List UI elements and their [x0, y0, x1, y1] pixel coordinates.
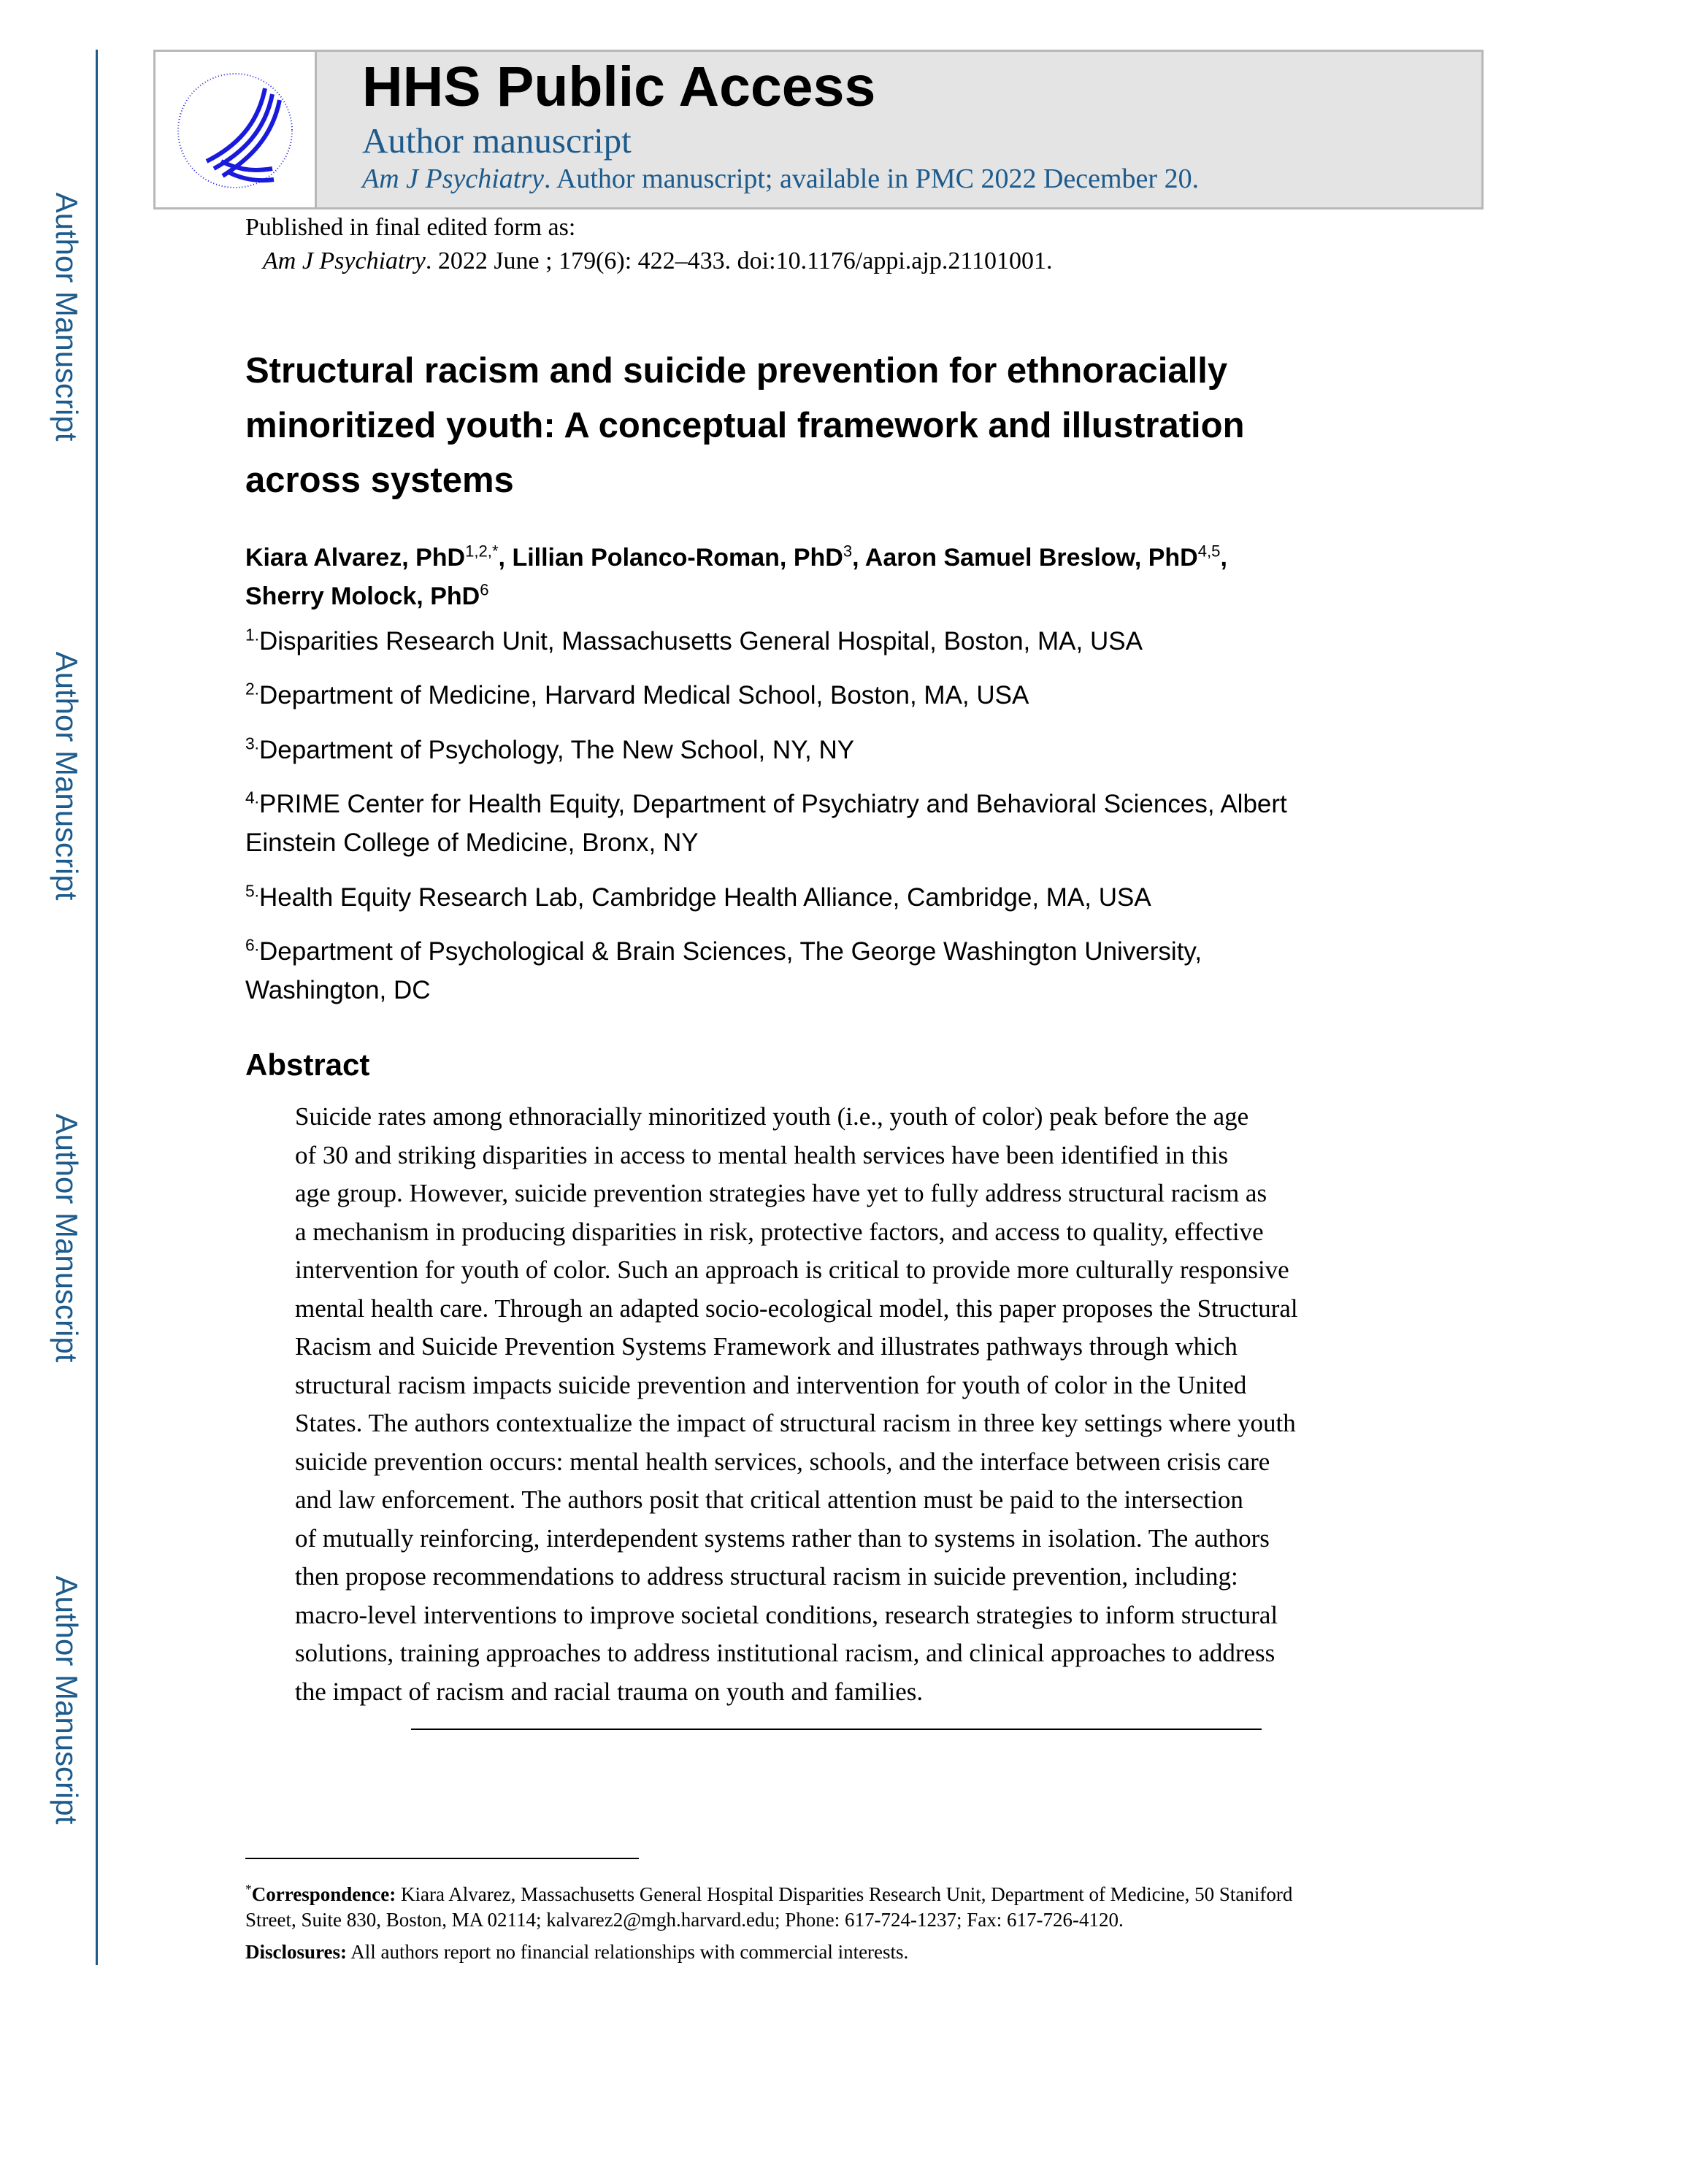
header-title: HHS Public Access: [362, 55, 876, 118]
authors-line: [245, 582, 489, 611]
affiliation-num: 2.: [245, 679, 259, 699]
abstract-line: intervention for youth of color. Such an approach is critical to provide more culturally responsive: [295, 1256, 1289, 1284]
affiliation-text: Disparities Research Unit, Massachusetts General Hospital, Boston, MA, USA: [258, 627, 1143, 655]
abstract-line: of 30 and striking disparities in access to mental health services have been identified in this: [295, 1140, 1229, 1169]
article-title-line: Structural racism and suicide prevention for ethnoracially: [245, 351, 1228, 391]
abstract-line: of mutually reinforcing, interdependent systems rather than to systems in isolation. The authors: [295, 1523, 1270, 1553]
abstract-line: age group. However, suicide prevention strategies have yet to fully address structural racism as: [295, 1179, 1267, 1207]
correspondence-text-continued: Street, Suite 830, Boston, MA 02114; kalvarez2@mgh.harvard.edu; Phone: 617-724-1237; Fax: 617-726-4120.: [245, 1909, 1124, 1931]
availability-text: . Author manuscript; available in PMC 2022 December 20.: [544, 164, 1200, 194]
abstract-divider: [411, 1729, 1262, 1730]
affiliation-num: 3.: [245, 734, 259, 753]
abstract-line: Racism and Suicide Prevention Systems Framework and illustrates pathways through which: [295, 1332, 1238, 1361]
abstract-line: then propose recommendations to address structural racism in suicide prevention, including:: [295, 1562, 1238, 1591]
hhs-eagle-icon: [156, 52, 315, 207]
affiliation-text: Department of Psychological & Brain Sciences, The George Washington University,: [258, 937, 1202, 966]
header-availability: [362, 163, 1199, 195]
affiliation-continued: Einstein College of Medicine, Bronx, NY: [245, 828, 699, 857]
hhs-logo: [156, 52, 317, 207]
affiliation: [245, 681, 1029, 710]
header-subtitle: Author manuscript: [362, 120, 632, 161]
affiliation: [245, 790, 1287, 819]
published-label: Published in final edited form as:: [245, 214, 576, 241]
abstract-heading: Abstract: [245, 1047, 370, 1082]
author-sup: 1,2,*: [465, 542, 499, 561]
affiliation-text: Department of Medicine, Harvard Medical School, Boston, MA, USA: [258, 681, 1029, 710]
author-name: Kiara Alvarez, PhD: [245, 544, 466, 572]
affiliation: [245, 627, 1143, 656]
abstract-line: suicide prevention occurs: mental health services, schools, and the interface between crisis care: [295, 1447, 1270, 1476]
authors-line: Kiara Alvarez, PhD$^{1,2,*}$, Lillian Polanco-Roman, PhD$^3$, Aaron Samuel Breslow, PhD$^{4,5}$,: [245, 542, 1227, 572]
author-sup: 6: [480, 580, 489, 599]
side-label: Author Manuscript: [50, 1575, 84, 1825]
author-sup: 4,5: [1197, 542, 1221, 561]
abstract-line: and law enforcement. The authors posit that critical attention must be paid to the intersection: [295, 1485, 1243, 1514]
abstract-line: the impact of racism and racial trauma on youth and families.: [295, 1677, 924, 1706]
article-title-line: across systems: [245, 461, 514, 500]
affiliation-text: PRIME Center for Health Equity, Department of Psychiatry and Behavioral Sciences, Albert: [258, 790, 1287, 818]
author-name: Aaron Samuel Breslow, PhD: [864, 544, 1198, 572]
abstract-line: structural racism impacts suicide prevention and intervention for youth of color in the United: [295, 1370, 1247, 1399]
disclosures-label: Disclosures:: [245, 1941, 347, 1963]
affiliation-num: 1.: [245, 625, 259, 645]
abstract-line: mental health care. Through an adapted socio-ecological model, this paper proposes the Structural: [295, 1293, 1298, 1323]
affiliation-num: 5.: [245, 881, 259, 901]
affiliation-num: 4.: [245, 788, 259, 807]
disclosures-text: All authors report no financial relationships with commercial interests.: [347, 1941, 909, 1963]
journal-name: Am J Psychiatry: [362, 164, 545, 194]
abstract-line: States. The authors contextualize the impact of structural racism in three key settings where youth: [295, 1409, 1296, 1437]
correspondence-label: Correspondence:: [251, 1883, 396, 1905]
citation-text: . 2022 June ; 179(6): 422–433. doi:10.1176/appi.ajp.21101001.: [425, 247, 1053, 274]
sidebar-rule: [96, 50, 98, 1965]
header-banner: [153, 50, 1484, 209]
side-label: Author Manuscript: [50, 651, 84, 901]
published-citation: [263, 247, 1053, 275]
affiliation: [245, 937, 1202, 966]
affiliation-text: Health Equity Research Lab, Cambridge Health Alliance, Cambridge, MA, USA: [258, 883, 1151, 912]
correspondence-footnote: [245, 1883, 1292, 1906]
footnote-star: *: [245, 1882, 252, 1896]
author-name: Lillian Polanco-Roman, PhD: [512, 544, 843, 572]
side-label: Author Manuscript: [50, 192, 84, 442]
abstract-line: Suicide rates among ethnoracially minoritized youth (i.e., youth of color) peak before the age: [295, 1102, 1249, 1131]
disclosures-footnote: [245, 1941, 908, 1964]
affiliation: [245, 883, 1151, 912]
affiliation: [245, 736, 854, 765]
correspondence-text: Kiara Alvarez, Massachusetts General Hospital Disparities Research Unit, Department of Medicine, 50 Staniford: [396, 1883, 1293, 1905]
affiliation-text: Department of Psychology, The New School, NY, NY: [258, 736, 855, 764]
author-sup: 3: [843, 542, 853, 561]
author-name: Sherry Molock, PhD: [245, 582, 480, 610]
abstract-line: a mechanism in producing disparities in risk, protective factors, and access to quality, effective: [295, 1217, 1264, 1246]
affiliation-continued: Washington, DC: [245, 976, 431, 1004]
abstract-line: macro-level interventions to improve societal conditions, research strategies to inform structural: [295, 1600, 1278, 1629]
affiliation-num: 6.: [245, 935, 259, 955]
abstract-line: solutions, training approaches to address institutional racism, and clinical approaches to address: [295, 1639, 1275, 1667]
side-label: Author Manuscript: [50, 1113, 84, 1363]
journal-name: Am J Psychiatry: [263, 247, 426, 274]
article-title-line: minoritized youth: A conceptual framework and illustration: [245, 406, 1245, 445]
footnote-divider: [245, 1858, 639, 1859]
